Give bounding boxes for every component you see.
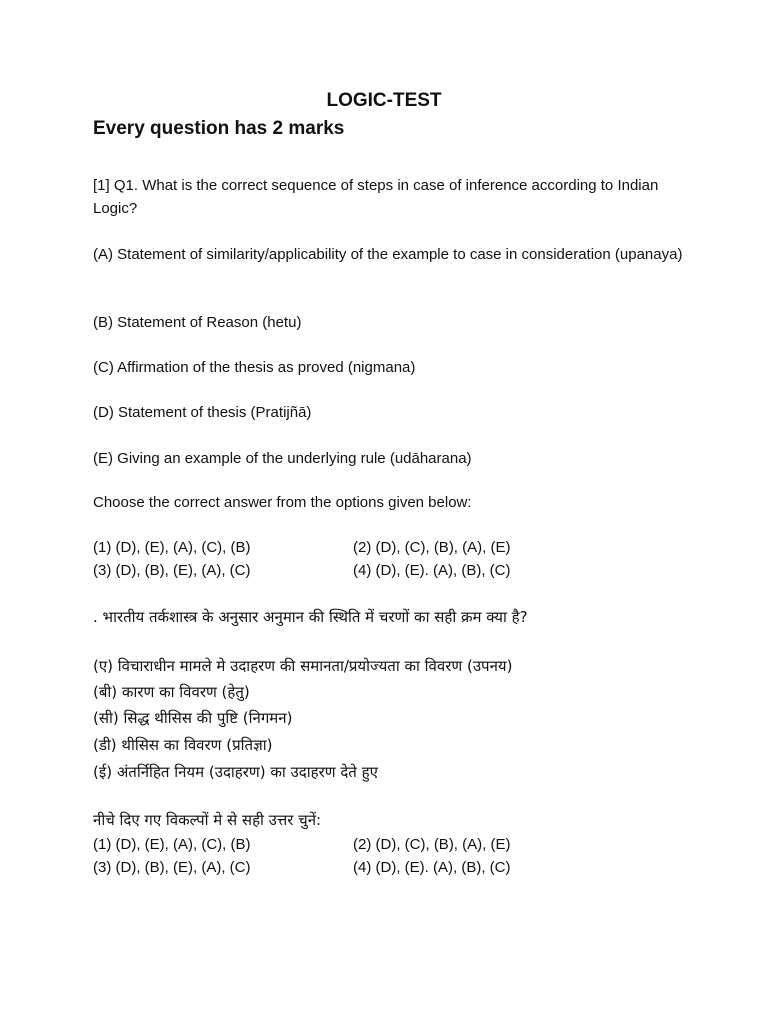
option-3-en: (3) (D), (B), (E), (A), (C) — [93, 562, 251, 579]
statement-d-en: (D) Statement of thesis (Pratijñā) — [93, 404, 312, 421]
question-text-hi: . भारतीय तर्कशास्त्र के अनुसार अनुमान की स्थिति में चरणों का सही क्रम क्या है? — [93, 608, 528, 626]
statement-b-en: (B) Statement of Reason (hetu) — [93, 314, 302, 331]
statement-e-hi: (ई) अंतर्निहित नियम (उदाहरण) का उदाहरण देते हुए — [93, 763, 378, 781]
marks-note: Every question has 2 marks — [93, 118, 345, 139]
statement-c-en: (C) Affirmation of the thesis as proved (nigmana) — [93, 359, 416, 376]
statement-a-hi: (ए) विचाराधीन मामले मे उदाहरण की समानता/प्रयोज्यता का विवरण (उपनय) — [93, 657, 513, 675]
options-row-2-hi — [93, 856, 693, 879]
option-1-hi: (1) (D), (E), (A), (C), (B) — [93, 836, 251, 853]
options-row-2-en — [93, 559, 693, 582]
statement-c-hi: (सी) सिद्ध थीसिस की पुष्टि (निगमन) — [93, 709, 293, 727]
instruction-hi: नीचे दिए गए विकल्पों मे से सही उत्तर चुनें: — [93, 811, 322, 829]
question-text-en: [1] Q1. What is the correct sequence of steps in case of inference according to Indian Logic? — [93, 177, 659, 217]
instruction-en: Choose the correct answer from the options given below: — [93, 494, 472, 511]
option-1-en: (1) (D), (E), (A), (C), (B) — [93, 539, 251, 556]
statement-b-hi: (बी) कारण का विवरण (हेतु) — [93, 683, 250, 701]
options-row-1-en — [93, 536, 693, 559]
statement-a-en: (A) Statement of similarity/applicability of the example to case in consideration (upanaya) — [93, 246, 683, 263]
option-4-en: (4) (D), (E). (A), (B), (C) — [353, 562, 511, 579]
statement-e-en: (E) Giving an example of the underlying rule (udāharana) — [93, 450, 472, 467]
options-row-1-hi — [93, 833, 693, 856]
option-4-hi: (4) (D), (E). (A), (B), (C) — [353, 859, 511, 876]
option-2-hi: (2) (D), (C), (B), (A), (E) — [353, 836, 511, 853]
page-title: LOGIC-TEST — [326, 90, 442, 111]
statement-d-hi: (डी) थीसिस का विवरण (प्रतिज्ञा) — [93, 736, 273, 754]
option-2-en: (2) (D), (C), (B), (A), (E) — [353, 539, 511, 556]
option-3-hi: (3) (D), (B), (E), (A), (C) — [93, 859, 251, 876]
